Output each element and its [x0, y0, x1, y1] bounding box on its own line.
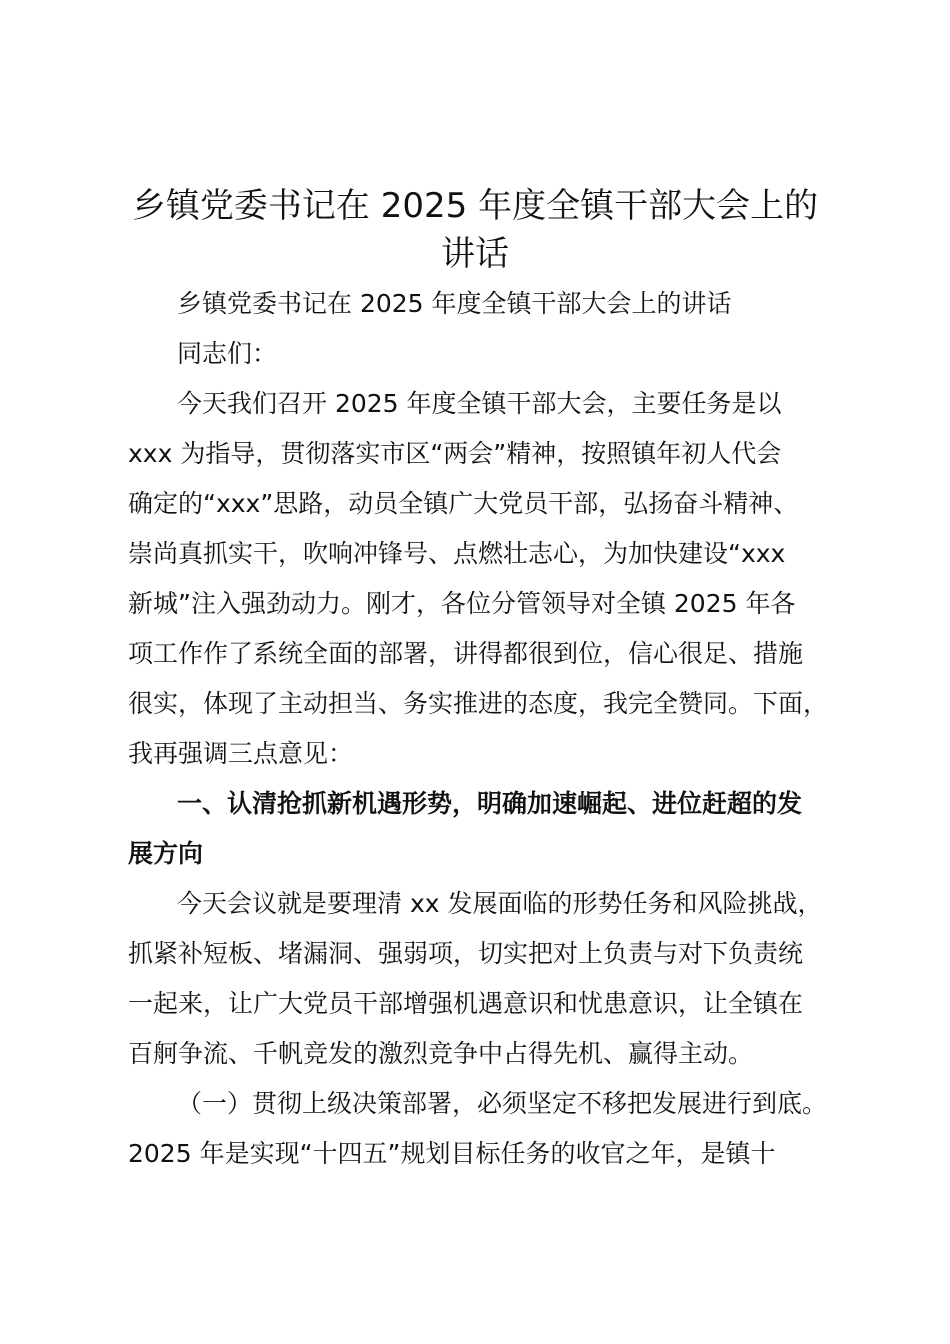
- paragraph-line: 新城”注入强劲动力。刚才，各位分管领导对全镇 2025 年各: [128, 589, 796, 618]
- section-heading: 一、认清抢抓新机遇形势，明确加速崛起、进位赶超的发: [177, 789, 803, 818]
- paragraph-line: 抓紧补短板、堵漏洞、强弱项，切实把对上负责与对下负责统: [128, 939, 804, 968]
- paragraph-line: 百舸争流、千帆竞发的激烈竞争中占得先机、赢得主动。: [128, 1039, 754, 1068]
- paragraph-line: 2025 年是实现“十四五”规划目标任务的收官之年，是镇十: [128, 1139, 776, 1168]
- salutation: 同志们：: [177, 339, 278, 368]
- subtitle-line: 乡镇党委书记在 2025 年度全镇干部大会上的讲话: [177, 289, 732, 318]
- title-line-2: 讲话: [441, 234, 509, 274]
- paragraph-line: 我再强调三点意见：: [128, 739, 354, 768]
- paragraph-line: 崇尚真抓实干，吹响冲锋号、点燃壮志心，为加快建设“xxx: [128, 539, 786, 568]
- paragraph-line: 今天会议就是要理清 xx 发展面临的形势任务和风险挑战，: [177, 889, 823, 918]
- document-title: [128, 182, 822, 278]
- paragraph-line: 一起来，让广大党员干部增强机遇意识和忧患意识，让全镇在: [128, 989, 804, 1018]
- section-heading: 展方向: [128, 839, 204, 868]
- title-line-1: 乡镇党委书记在 2025 年度全镇干部大会上的: [131, 186, 819, 226]
- paragraph-line: 项工作作了系统全面的部署，讲得都很到位，信心很足、措施: [128, 639, 804, 668]
- paragraph-line: 今天我们召开 2025 年度全镇干部大会，主要任务是以: [177, 389, 782, 418]
- subsection-line: （一）贯彻上级决策部署，必须坚定不移把发展进行到底。: [177, 1089, 828, 1118]
- paragraph-line: 确定的“xxx”思路，动员全镇广大党员干部，弘扬奋斗精神、: [128, 489, 799, 518]
- paragraph-line: xxx 为指导，贯彻落实市区“两会”精神，按照镇年初人代会: [128, 439, 782, 468]
- paragraph-line: 很实，体现了主动担当、务实推进的态度，我完全赞同。下面，: [128, 689, 829, 718]
